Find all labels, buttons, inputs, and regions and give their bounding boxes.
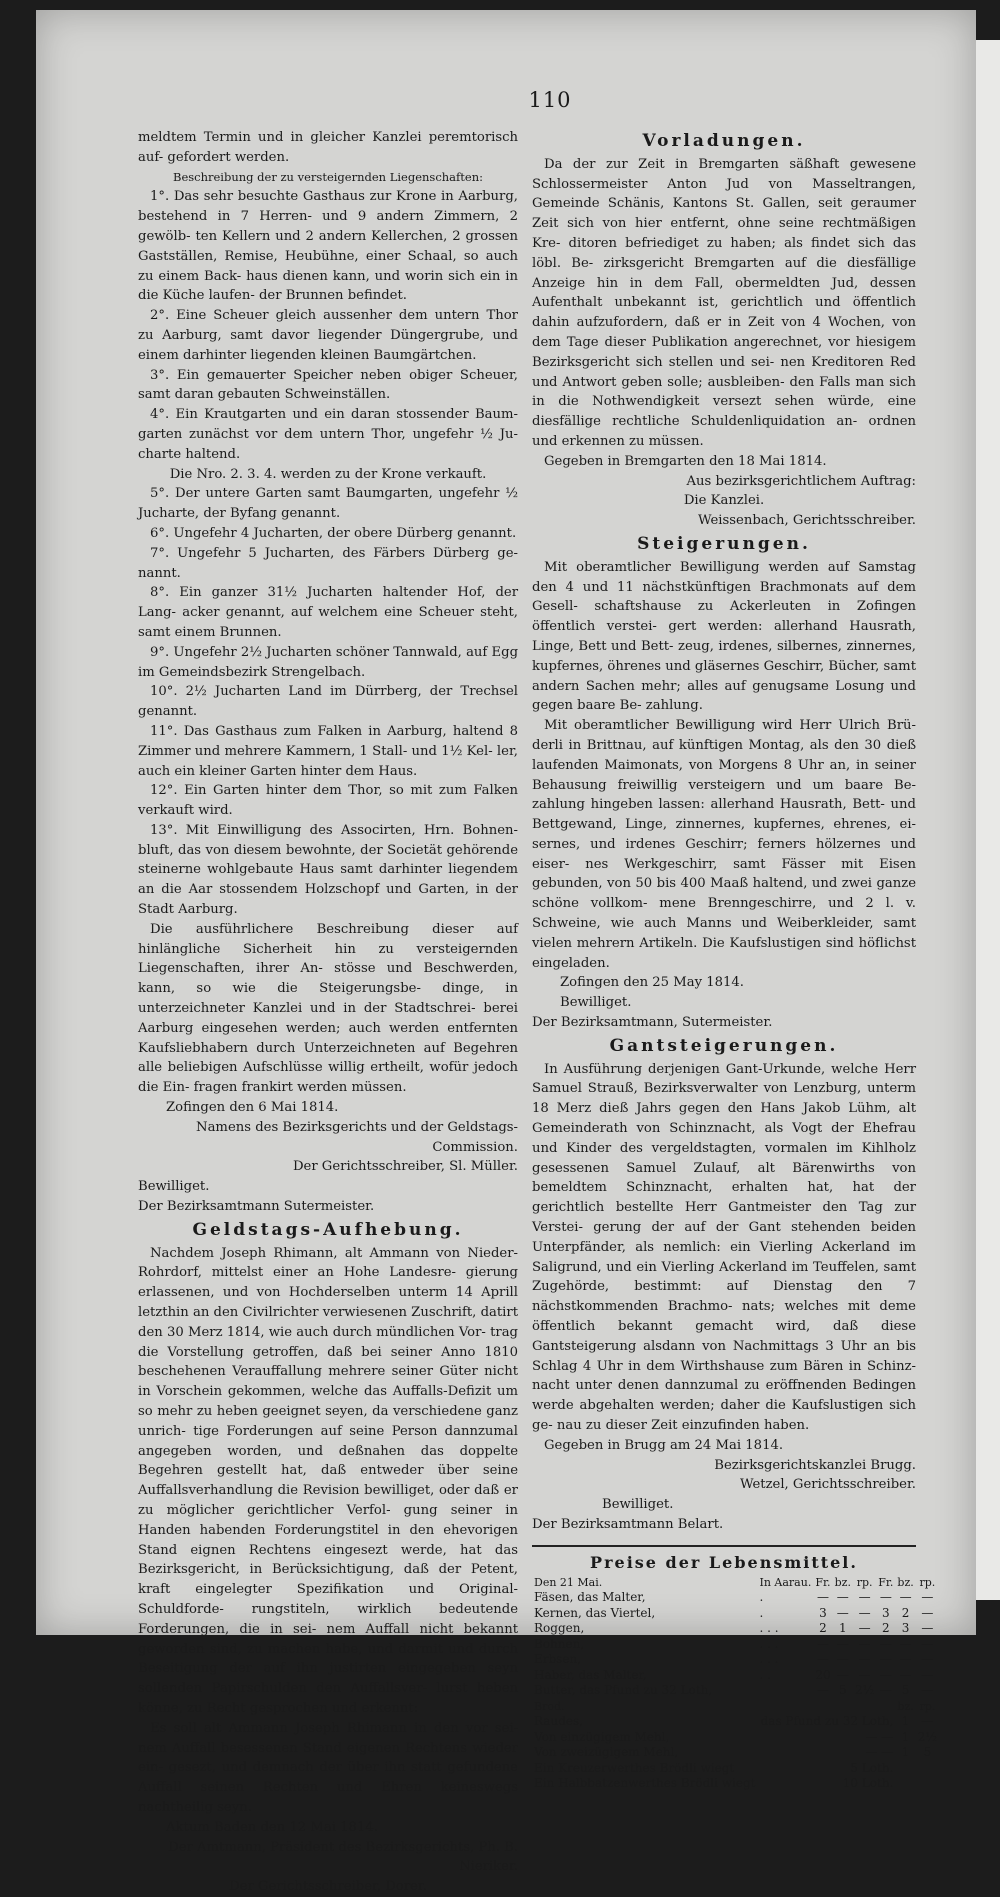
leader-dots: . . . [759, 1621, 779, 1636]
price-cell: 2½ [917, 1729, 938, 1744]
table-row [532, 1761, 939, 1777]
price-cell: — [879, 1636, 892, 1651]
subheading: Beschreibung der zu versteigernden Liegenschaften: [173, 169, 483, 184]
leader-dots: . . [759, 1667, 771, 1682]
price-cell: — [899, 1667, 912, 1682]
price-cell: — [899, 1636, 912, 1651]
header-cell: Den 21 Mai. [534, 1575, 603, 1589]
list-item: 12°. Ein Garten hinter dem Thor, so mit zum Falken verkauft wird. [138, 783, 518, 819]
price-cell: 5 [838, 1683, 847, 1698]
signature-line: Aus bezirksgerichtlichem Auftrag: [686, 473, 916, 489]
item-label: Erbsen, [534, 1652, 581, 1667]
price-cell: — [921, 1652, 934, 1667]
price-cell: — [921, 1621, 934, 1636]
price-cell [916, 1761, 939, 1777]
item-detail: das Pfund zu 32 Loth, [760, 1714, 894, 1729]
signature-line: Die Kanzlei. [683, 493, 765, 509]
paragraph: Es soll alt Ammann Joseph Rhimann in den vor sei- nem Auffall besessenen Stand eigenen Rechtens wieder ein- gesezt, und demnach der über ihn statt gefundene Auffall seinen Rechten und Ehren keineswegs nachtheilig seyn. [138, 1720, 518, 1815]
price-cell: 20 [815, 1667, 831, 1682]
page-number: 110 [528, 88, 572, 112]
section-heading: Gantsteigerungen. [609, 1035, 839, 1056]
header-cell: Fr. [878, 1575, 894, 1589]
price-cell: — [921, 1605, 934, 1620]
item-label: Kernen, das Viertel, [534, 1605, 656, 1620]
header-cell: Brod. [534, 1699, 565, 1713]
list-item: 8°. Ein ganzer 31½ Jucharten haltender Hof, der Lang- acker genannt, auf welchem eine Scheuer steht, samt einem Brunnen. [138, 585, 518, 640]
item-label: Von einzügigem Mehl, [534, 1729, 670, 1744]
signature-line: Bezirksgerichtskanzlei Brugg. [714, 1457, 916, 1473]
paragraph: In Ausführung derjenigen Gant-Urkunde, welche Herr Samuel Strauß, Bezirksverwalter von Lenzburg, unterm 18 Merz dieß Jahrs gegen den Hans Jakob Lühm, alt Gemeinderath von Schinznacht, als Vogt der Ehefrau und Kinder des vergeldstagten, vormalen im Kihlholz gesessenen Samuel Zulauf, alt Bärenwirths von bemeldtem Schinznacht, erhalten hat, hat der gerichtlich bestellte Herr Gantmeister den Tag zur Verstei- gerung der auf der Gant stehenden beiden Unterpfänder, als nemlich: ein Vierling Ackerland im Saligrund, und ein Vierling Ackerland im Teuffelen, samt Zugehörde, bestimmt: auf Dienstag den 7 nächstkommenden Brachmo- nats; welches mit deme öffentlich bekannt gemacht wird, daß diese Gantsteigerung alsdann von Nachmittags 3 Uhr an bis Schlag 4 Uhr in dem Wirthshause zum Bären in Schinz- nacht unter denen dannzumal zu eröffnenden Bedingen werde abgehalten werden; daher die Kaufslustigen sich ge- nau zu dieser Zeit einzufinden haben. [532, 1061, 916, 1433]
dateline: Zofingen den 6 Mai 1814. [166, 1100, 339, 1116]
table-row [532, 1714, 939, 1730]
signature-line: Der Gerichtsschreiber, Dorer. [229, 1879, 427, 1895]
price-cell: 2 [881, 1621, 890, 1636]
paragraph: Mit oberamtlicher Bewilligung wird Herr Ulrich Brü- derli in Brittnau, auf künftigen Montag, als den 30 dieß laufenden Maimonats, von Morgens 8 Uhr an, in seiner Behausung freiwillig versteigern und um baare Be- zahlung hingeben lassen: allerhand Hausrath, Bett- und Bettgewand, Linge, zinnernes, kupfernes, ehrenes, ei- sernes, und irdenes Geschirr; ferners hölzernes und eiser- nes Werkgeschirr, samt Fässer mit Eisen gebunden, von 50 bis 400 Maaß haltend, und zwei ganze schöne vollkom- mene Brenngeschirre, und 2 l. v. Schweine, wie auch Manns und Weiberkleider, samt vielen mehrern Artikeln. Die Kaufslustigen sind höflichst eingeladen. [532, 718, 916, 971]
paragraph: Mit oberamtlicher Bewilligung werden auf Samstag den 4 und 11 nächstkünftigen Brachmonats auf dem Gesell- schaftshause zu Ackerleuten in Zofingen öffentlich verstei- gert werden: allerhand Hausrath, Linge, Bett und Bett- zeug, irdenes, silbernes, zinnernes, kupfernes, öhrenes und gläsernes Geschirr, Bücher, samt andern Sachen mehr; alles auf genugsame Losung und gegen baare Be- zahlung. [532, 559, 916, 714]
table-row [532, 1637, 939, 1653]
signature-line: Wetzel, Gerichtsschreiber. [739, 1477, 916, 1493]
leader-dots [758, 1683, 814, 1699]
list-item: 11°. Das Gasthaus zum Falken in Aarburg, haltend 8 Zimmer und mehrere Kammern, 1 Stall- und 1½ Kel- ler, auch ein kleiner Garten hinter dem Haus. [138, 723, 518, 779]
dateline: Zofingen den 25 May 1814. [560, 975, 744, 991]
price-cell: 1 [901, 1714, 910, 1729]
table-row [532, 1652, 939, 1668]
bread-header-row [532, 1699, 939, 1715]
price-cell: 2 [901, 1605, 910, 1620]
table-row [532, 1683, 939, 1699]
list-item: 5°. Der untere Garten samt Baumgarten, ungefehr ½ Jucharte, der Byfang genannt. [138, 486, 518, 522]
item-label: Ein Halbbatzenwerthes Brödli wiegt [534, 1776, 756, 1791]
dateline: Gegeben in Bremgarten den 18 Mai 1814. [544, 453, 827, 469]
price-cell: — [836, 1652, 849, 1667]
price-cell: — [899, 1652, 912, 1667]
list-item: 10°. 2½ Jucharten Land im Dürrberg, der Trechsel genannt. [138, 684, 518, 720]
list-item: 6°. Ungefehr 4 Jucharten, der obere Dürberg genannt. [150, 525, 517, 541]
price-cell: — [879, 1590, 892, 1605]
paragraph: Die ausführlichere Beschreibung dieser auf hinlängliche Sicherheit hin zu versteigernden Liegenschaften, ihrer An- stösse und Beschwerden, kann, so wie die Steigerungsbe- dinge, in unterzeichneter Kanzlei und in der Stadtschrei- berei Aarburg eingesehen werden; auch werden entfernten Kaufsliebhabern durch Unterzeichneten auf Begehren alle beliebigen Aufschlüsse willig ertheilt, wofür jedoch die Ein- fragen frankirt werden müssen. [138, 921, 518, 1096]
price-cell: — [858, 1652, 871, 1667]
price-cell: — [816, 1683, 829, 1698]
header-cell: rp. [856, 1575, 873, 1589]
header-cell: Fr. [815, 1575, 831, 1589]
leader-dots: . [759, 1590, 764, 1605]
header-cell: rp. [919, 1575, 936, 1589]
paragraph: Nachdem Joseph Rhimann, alt Ammann von Nieder-Rohrdorf, mittelst einer an Hohe Landesre- gierung erlassenen, und von Hochderselben unterm 14 Aprill letzthin an den Civilrichter verwiesenen Zuschrift, datirt den 30 Merz 1814, wie auch durch mündlichen Vor- trag die Vorstellung getroffen, daß bei seiner Anno 1810 beschehenen Verauffallung mehrere seiner Güter nicht in Vorschein gekommen, welche das Auffalls-Defizit um so mehr zu heben geeignet seyen, da verschiedene ganz unrich- tige Forderungen auf seine Person dannzumal angegeben worden, und deßnahen das doppelte Begehren gestellt hat, daß entweder über seine Auffallsverhandlung die Revision bewilliget, oder daß er zu möglicher gerichtlicher Verfol- gung seiner in Handen habenden Forderungstitel in den ehevorigen Stand eignen Rechtens eingesezt werde, hat das Bezirksgericht, in Berücksichtigung, daß der Petent, kraft eingelegter Spezifikation und Original-Schuldforde- rungstiteln, wirklich bedeutende Forderungen, die in sei- nem Auffall nicht bekannt geworden sind, zu machen habe, und darmit und durch Beseitigung der auf ihn justirten eingegeben seyn sollenden Papirschulden den Auffallsver- lurst heben könne, zu Recht gesprochen und erkennt: [138, 1245, 518, 1716]
price-cell: — [858, 1621, 871, 1636]
price-cell: — [921, 1636, 934, 1651]
item-label: Roggen, [534, 1621, 585, 1636]
price-cell: 1 [901, 1729, 910, 1744]
list-item: 2°. Eine Scheuer gleich aussenher dem untern Thor zu Aarburg, samt davor liegender Düngergrube, und einem darhinter liegenden kleinen Baumgärtchen. [138, 308, 518, 363]
price-cell: — [836, 1636, 849, 1651]
price-cell: — [858, 1605, 871, 1620]
price-cell: 1 [838, 1621, 847, 1636]
list-item: 1°. Das sehr besuchte Gasthaus zur Krone in Aarburg, bestehend in 7 Herren- und 9 andern Zimmern, 2 gewölb- ten Kellern und 2 andern Kellerchen, 2 grossen Gastställen, Remise, Heubühne, einer Schaal, so auch zu einem Back- haus dienen kann, und worin sich ein in die Küche laufen- der Brunnen befindet. [138, 189, 518, 304]
price-cell: — [836, 1667, 849, 1682]
section-heading: Steigerungen. [637, 533, 811, 554]
price-cell: — [858, 1667, 871, 1682]
price-cell: — [921, 1590, 934, 1605]
header-cell: In Aarau. [759, 1575, 812, 1589]
signature-line: Der Amtmann, Präsident des Bezirksgerichts, Ph. B. Nieriker. [168, 1839, 518, 1875]
list-item: 9°. Ungefehr 2½ Jucharten schöner Tannwald, auf Egg im Gemeindsbezirk Strengelbach. [138, 644, 519, 680]
approval-line: Der Bezirksamtmann Sutermeister. [138, 1199, 375, 1215]
table-row [532, 1730, 939, 1746]
price-cell: 2 [819, 1621, 827, 1636]
price-cell: — [816, 1652, 829, 1667]
header-cell: bz. [834, 1575, 851, 1589]
signature-line: Namens des Bezirksgerichts und der Geldstags- Commission. [196, 1119, 518, 1155]
item-label: Butter, das Pfund zu 32 Loth, [534, 1683, 713, 1698]
leader-dots: . [759, 1605, 764, 1620]
price-cell: — [836, 1605, 849, 1620]
item-detail: — — [865, 1745, 894, 1760]
price-cell: 5 [923, 1745, 932, 1760]
price-cell: — [836, 1590, 849, 1605]
table-row [532, 1590, 939, 1606]
signature-line: Der Gerichtsschreiber, Sl. Müller. [292, 1159, 518, 1175]
header-cell: bz. [897, 1575, 914, 1589]
item-label: Raudes, [534, 1714, 583, 1729]
price-cell: — [921, 1714, 934, 1729]
header-cell: rp. [919, 1699, 936, 1713]
price-cell [895, 1761, 915, 1777]
approval-line: Bewilliget. [602, 1497, 674, 1513]
approval-line: Der Bezirksamtmann, Sutermeister. [532, 1015, 773, 1031]
signature-line: Weissenbach, Gerichtsschreiber. [698, 513, 916, 529]
table-row [532, 1776, 939, 1792]
price-cell: 1 [901, 1745, 910, 1760]
price-cell: 3 [881, 1605, 890, 1620]
price-cell: 5 [901, 1683, 910, 1698]
table-row [532, 1668, 939, 1684]
price-cell: — [879, 1652, 892, 1667]
table-row [532, 1606, 939, 1622]
price-cell: — [816, 1590, 829, 1605]
price-cell: 3 [901, 1621, 910, 1636]
list-item: 13°. Mit Einwilligung des Associrten, Hrn. Bohnen- bluft, das von diesem bewohnte, der Societät gehörende steinerne wohlgebaute Haus samt darhinter liegendem an die Aar stossendem Holzschopf und Garten, in der Stadt Aarburg. [138, 822, 518, 918]
price-cell: — [921, 1667, 934, 1682]
table-row [532, 1621, 939, 1637]
price-table [532, 1575, 939, 1792]
header-cell: bz. [897, 1699, 914, 1713]
price-cell [916, 1776, 939, 1792]
price-cell: — [879, 1667, 892, 1682]
item-detail: 5 Loth. [850, 1760, 894, 1775]
approval-line: Bewilliget. [138, 1179, 210, 1195]
approval-line: Der Bezirksamtmann Belart. [532, 1516, 724, 1532]
list-item: 7°. Ungefehr 5 Jucharten, des Färbers Dürberg ge- nannt. [138, 545, 518, 581]
item-label: Fäsen, das Malter, [534, 1590, 646, 1605]
item-label: Von zweizügigem Mehl, [534, 1745, 679, 1760]
left-column [138, 128, 519, 1895]
price-cell: — [879, 1683, 892, 1698]
price-cell: — [816, 1636, 829, 1651]
item-detail: 10 Loth. [842, 1776, 894, 1791]
item-detail: — — [865, 1729, 894, 1744]
price-cell: 2½ [854, 1683, 875, 1698]
price-cell: 3 [819, 1605, 827, 1620]
leader-dots: . . . [759, 1652, 779, 1667]
table-row [532, 1745, 939, 1761]
paragraph: Die Nro. 2. 3. 4. werden zu der Krone verkauft. [169, 466, 487, 482]
leader-dots: . . . [759, 1636, 779, 1651]
table-header-row [532, 1575, 939, 1591]
dateline: Gegeben in Brugg am 24 Mai 1814. [544, 1437, 784, 1453]
item-label: Bohnen, [534, 1636, 585, 1651]
price-table-title: Preise der Lebensmittel. [590, 1552, 858, 1572]
paragraph: Da der zur Zeit in Bremgarten säßhaft gewesene Schlossermeister Anton Jud von Masseltrangen, Gemeinde Schänis, Kantons St. Gallen, seit geraumer Zeit sich von hier entfernt, ohne seine rechtmäßigen Kre- ditoren befriediget zu haben; als findet sich das löbl. Be- zirksgericht Bremgarten auf die diesfällige Anzeige hin in dem Fall, obermeldten Jud, dessen Aufenthalt unbekannt ist, gerichtlich und öffentlich dahin aufzufordern, daß er in Zeit von 4 Wochen, von dem Tage dieser Publikation angerechnet, vor hiesigem Bezirksgericht sich stellen und sei- nen Kreditoren Red und Antwort geben solle; ausbleiben- den Falls man sich in die Nothwendigkeit versezt sehen würde, eine diesfällige rechtliche Schuldenliquidation an- ordnen und erkennen zu müssen. [532, 156, 916, 449]
approval-line: Bewilliget. [560, 995, 632, 1011]
price-cell: — [858, 1636, 871, 1651]
dateline: Aktum Baden den 12 Mai 1814. [166, 1819, 378, 1835]
price-cell: — [858, 1590, 871, 1605]
item-label: Haber, das Malter, [534, 1667, 647, 1682]
facing-page-edge [976, 40, 1000, 1600]
price-cell: — [899, 1590, 912, 1605]
price-cell [895, 1776, 915, 1792]
list-item: 3°. Ein gemauerter Speicher neben obiger Scheuer, samt daran gebauten Schweinställen. [138, 367, 518, 403]
price-cell: — [921, 1683, 934, 1698]
right-column [532, 128, 938, 1791]
divider [532, 1545, 916, 1547]
section-heading: Vorladungen. [642, 131, 806, 151]
paragraph: meldtem Termin und in gleicher Kanzlei peremtorisch auf- gefordert werden. [138, 130, 518, 165]
item-label: Ein Kreuzerwerthes Brödli wiegt [534, 1760, 735, 1775]
section-heading: Geldstags-Aufhebung. [192, 1219, 464, 1240]
list-item: 4°. Ein Krautgarten und ein daran stossender Baum- garten zunächst vor dem untern Thor, ungefehr ½ Ju- charte haltend. [138, 407, 518, 462]
